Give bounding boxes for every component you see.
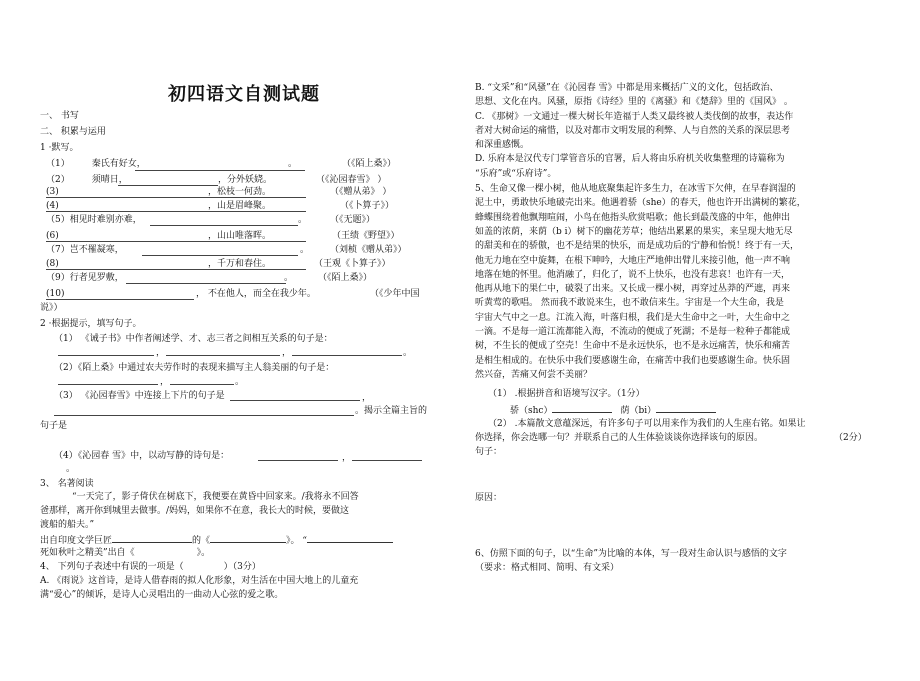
dictation-number: （2）: [46, 175, 70, 185]
dictation-item: [46, 272, 124, 284]
dictation-blank-end: ，山山唯落晖。: [208, 231, 272, 241]
dictation-source: （《无题》）: [330, 215, 376, 225]
question-6: 6、仿照下面的句子，以“生命”为比喻的本体，写一段对生命认识与感悟的文字: [475, 549, 787, 559]
dictation-source: （《赠从弟》 ）: [330, 187, 392, 197]
q3-text: 》。 “: [286, 536, 307, 546]
option-c-cont: 者对大树命运的痛惜，以及对都市文明发展的利弊、人与自然的关系的深层思考: [475, 126, 791, 136]
q3-text: 死如秋叶之精美”出自《: [40, 548, 135, 558]
dictation-number: （9）: [46, 273, 70, 283]
passage-line: 蜂蝶围绕着他飘翔喧闹，小鸟在他指头欣赏唱歌；他长到最茂盛的中年，他伸出: [475, 212, 791, 223]
pinyin-prompt: 荫（bi）: [620, 406, 657, 416]
dictation-source: （王观《卜算子》）: [314, 259, 391, 269]
passage-line: 树，不生长的便成了空壳！生命中不是永远快乐，也不是永远痛苦，快乐和痛苦: [475, 341, 791, 352]
question-5-1-blanks: [510, 403, 716, 417]
option-d: D. 乐府本是汉代专门掌管音乐的官署，后人将由乐府机关收集整理的诗篇称为: [475, 154, 785, 164]
dictation-source: （《陌上桑》）: [342, 159, 397, 169]
dictation-blank-end: ，千万和春住。: [208, 259, 272, 269]
dictation-number: (10): [46, 289, 65, 299]
answer-line[interactable]: [46, 197, 306, 198]
passage-line: 5、生命又像一棵小树，他从地底聚集起许多生力，在冰雪下欠伸，在早春润湿的: [475, 184, 796, 194]
option-c: C. 《那树》一文通过一棵大树长年造福于人类又最终被人类伐倒的故事，表达作: [475, 112, 794, 122]
answer-line[interactable]: [135, 170, 305, 171]
question-2-3-tail: 句子是: [40, 421, 68, 431]
answer-line[interactable]: [46, 241, 306, 242]
answer-line[interactable]: [126, 283, 286, 284]
answer-line[interactable]: [46, 269, 306, 270]
reason-label: 原因：: [475, 493, 503, 503]
answer-line[interactable]: [292, 355, 402, 356]
page-title: 初四语文自测试题: [168, 84, 320, 105]
separator: 。: [66, 464, 76, 474]
dictation-item: [46, 174, 128, 186]
section-writing: 一、 书写: [40, 111, 79, 121]
answer-line[interactable]: [118, 185, 218, 186]
option-d-cont: “乐府”或“乐府诗”。: [475, 169, 557, 179]
q4-score: ）（3分）: [223, 562, 261, 572]
question-4-heading: [40, 561, 261, 573]
dictation-number: （5）: [46, 215, 70, 225]
question-5-2-cont: 你选择，你会选哪一句？并联系自己的人生体验谈谈你选择该句的原因。: [475, 433, 764, 443]
question-2-3: （3） 《沁园春雪》中连接上下片的句子是: [54, 391, 225, 401]
answer-line[interactable]: [258, 460, 338, 461]
dictation-number: （1）: [46, 159, 70, 169]
passage-line: 一滴。不是每一道江流都能入海，不流动的便成了死湖；不是每一粒种子都能成: [475, 327, 791, 337]
dictation-text: 行者见罗敷，: [69, 273, 124, 283]
passage-line: 是相生相成的。在快乐中我们要感谢生命，在痛苦中我们也要感谢生命。快乐固: [475, 355, 791, 366]
dictation-blank-end: 。: [284, 273, 294, 283]
option-b-cont: 思想、文化在内。风骚，原指《诗经》里的《离骚》和《楚辞》里的《国风》 。: [475, 97, 793, 107]
answer-line[interactable]: [112, 533, 192, 543]
answer-line[interactable]: [166, 355, 280, 356]
passage-line: 如盖的浓荫，来荫（b i）树下的幽花芳草；他结出累累的果实，来呈现大地无尽: [475, 226, 793, 237]
option-a-cont: 满“爱心”的倾诉，是诗人心灵唱出的一曲动人心弦的爱之歌。: [40, 590, 284, 600]
answer-line[interactable]: [46, 211, 306, 212]
dictation-number: （7）: [46, 245, 70, 255]
dictation-source-tail: 说》）: [40, 303, 63, 313]
separator: ，: [362, 393, 372, 403]
dictation-item: [46, 214, 142, 226]
dictation-blank-end: 。: [300, 245, 310, 255]
dictation-source: （《少年中国: [370, 289, 420, 299]
answer-line[interactable]: [58, 355, 154, 356]
sentence-label: 句子：: [475, 447, 503, 457]
question-5-2: （2） .本篇散文意蕴深远，有许多句子可以用来作为我们的人生座右铭。如果让: [488, 419, 806, 429]
passage-line: 听黄莺的歌唱。 然而我不敢说来生，也不敢信来生。宇宙是一个大生命，我是: [475, 298, 784, 309]
passage-line: 他无力地在空中旋舞，在根下呻吟，大地庄严地伸出臂儿来接引他，他一声不响: [475, 255, 791, 266]
question-6-requirements: （要求：格式相同、简明、有文采）: [475, 563, 620, 573]
passage-line: 泥土中，勇敢快乐地破壳出来。他遇着骄（she）的春天，他也许开出满树的繁花，: [475, 198, 806, 209]
dictation-number: (8): [46, 259, 59, 269]
dictation-blank-end: 。: [298, 215, 308, 225]
passage-line: 宇宙大气中之一息。江流入海，叶落归根，我们是大生命中之一叶，大生命中之: [475, 312, 791, 323]
answer-line[interactable]: [54, 415, 354, 416]
dictation-source: （《卜算子》）: [340, 201, 395, 211]
dictation-blank-end: ，山是眉峰聚。: [208, 201, 272, 211]
answer-line[interactable]: [307, 533, 393, 543]
separator: ，: [160, 377, 170, 387]
dictation-blank-end: ， 不在他人，而全在我少年。: [196, 289, 316, 299]
dictation-source: （刘桢《赠从弟》）: [330, 245, 407, 255]
answer-line[interactable]: [210, 533, 286, 543]
answer-line[interactable]: [58, 384, 158, 385]
dictation-number: (3): [46, 187, 59, 197]
answer-line[interactable]: [230, 400, 360, 401]
dictation-blank-end: ，分外妖娆。: [218, 175, 273, 185]
passage-line: 的甜美和在的骄傲，也不是结果的快乐，而是成功后的宁静和怡悦！终于有一天，: [475, 241, 800, 252]
dictation-text: 岂不罹凝寒，: [69, 245, 124, 255]
dictation-text: 相见时难别亦难，: [69, 215, 142, 225]
option-b: B. “文采”和“风骚”在《沁园春 雪》中都是用来概括广义的文化，包括政治、: [475, 83, 779, 93]
passage-line: 渡船的船夫。”: [40, 520, 95, 530]
dictation-number: (6): [46, 231, 59, 241]
dictation-text: 秦氏有好女，: [91, 159, 146, 169]
dictation-item: [46, 158, 146, 170]
passage-line: “一天完了，影子倚伏在树底下，我便要在黄昏中回家来。/我将永不回答: [72, 492, 359, 502]
separator: ，: [282, 348, 292, 358]
dictation-blank-end: 。: [288, 159, 298, 169]
dictation-text: 须晴日，: [91, 175, 128, 185]
answer-line[interactable]: [170, 384, 234, 385]
separator: ，: [342, 453, 352, 463]
question-1-heading: 1 ·默写。: [40, 143, 79, 153]
question-2-4: （4）《沁园春 雪》中，以动写静的诗句是：: [54, 451, 230, 461]
answer-line[interactable]: [656, 403, 716, 413]
separator: 。: [403, 348, 413, 358]
option-c-cont: 和深重感慨。: [475, 140, 530, 150]
answer-line[interactable]: [46, 299, 194, 300]
section-accumulation: 二、 积累与运用: [40, 127, 106, 137]
passage-line: 地落在她的怀里。他消融了，归化了，说不上快乐，也没有悲哀！也许有一天，: [475, 269, 791, 280]
passage-line: 他再从地下的果仁中，破裂了出来。又长成一棵小树，再穿过丛莽的严遮，再来: [475, 284, 791, 295]
q3-text: 的《: [192, 536, 211, 546]
answer-line[interactable]: [552, 403, 612, 413]
dictation-item: [46, 244, 124, 256]
passage-line: 爸那样，离开你到城里去做事。/妈妈，如果你不在意，我长大的时候，要做这: [40, 506, 350, 516]
question-3-blanks-2: [40, 547, 210, 559]
question-3-blanks: [40, 533, 393, 547]
dictation-source: （《陌上桑》）: [318, 273, 373, 283]
passage-line: 然兴奋，苦痛又何尝不美丽？: [475, 369, 593, 380]
question-2-2: （2）《陌上桑》中通过农夫劳作时的表现来描写主人翁美丽的句子是：: [54, 363, 335, 373]
dictation-source: （《沁园春雪》 ）: [316, 175, 387, 185]
pinyin-prompt: 骄（shc）: [510, 406, 553, 416]
dictation-number: (4): [46, 201, 59, 211]
question-5-1: （1） .根据拼音和语境写汉字。（1分）: [488, 389, 645, 399]
separator: ，: [156, 348, 166, 358]
answer-line[interactable]: [352, 460, 422, 461]
q3-text: 》。: [196, 548, 211, 558]
question-2-heading: 2 ·根据提示，填写句子。: [40, 319, 142, 329]
question-2-3-cont: 。揭示全篇主旨的: [355, 406, 428, 416]
q4-text: 4、 下列句子表述中有误的一项是（: [40, 562, 184, 572]
answer-line[interactable]: [150, 225, 298, 226]
dictation-source: （王绩《野望》）: [332, 231, 400, 241]
q3-text: 出自印度文学巨匠: [40, 536, 113, 546]
question-5-2-score: （2分）: [834, 433, 867, 443]
option-a: A. 《雨说》这首诗，是诗人借春雨的拟人化形象，对生活在中国大地上的儿童充: [40, 576, 359, 586]
separator: 。: [235, 377, 245, 387]
question-2-1: （1） 《诫子书》中作者阐述学、才、志三者之间相互关系的句子是：: [54, 334, 333, 344]
answer-line[interactable]: [142, 255, 298, 256]
dictation-blank-end: ，松枝一何劲。: [208, 187, 272, 197]
question-3-heading: 3、 名著阅读: [40, 479, 94, 489]
